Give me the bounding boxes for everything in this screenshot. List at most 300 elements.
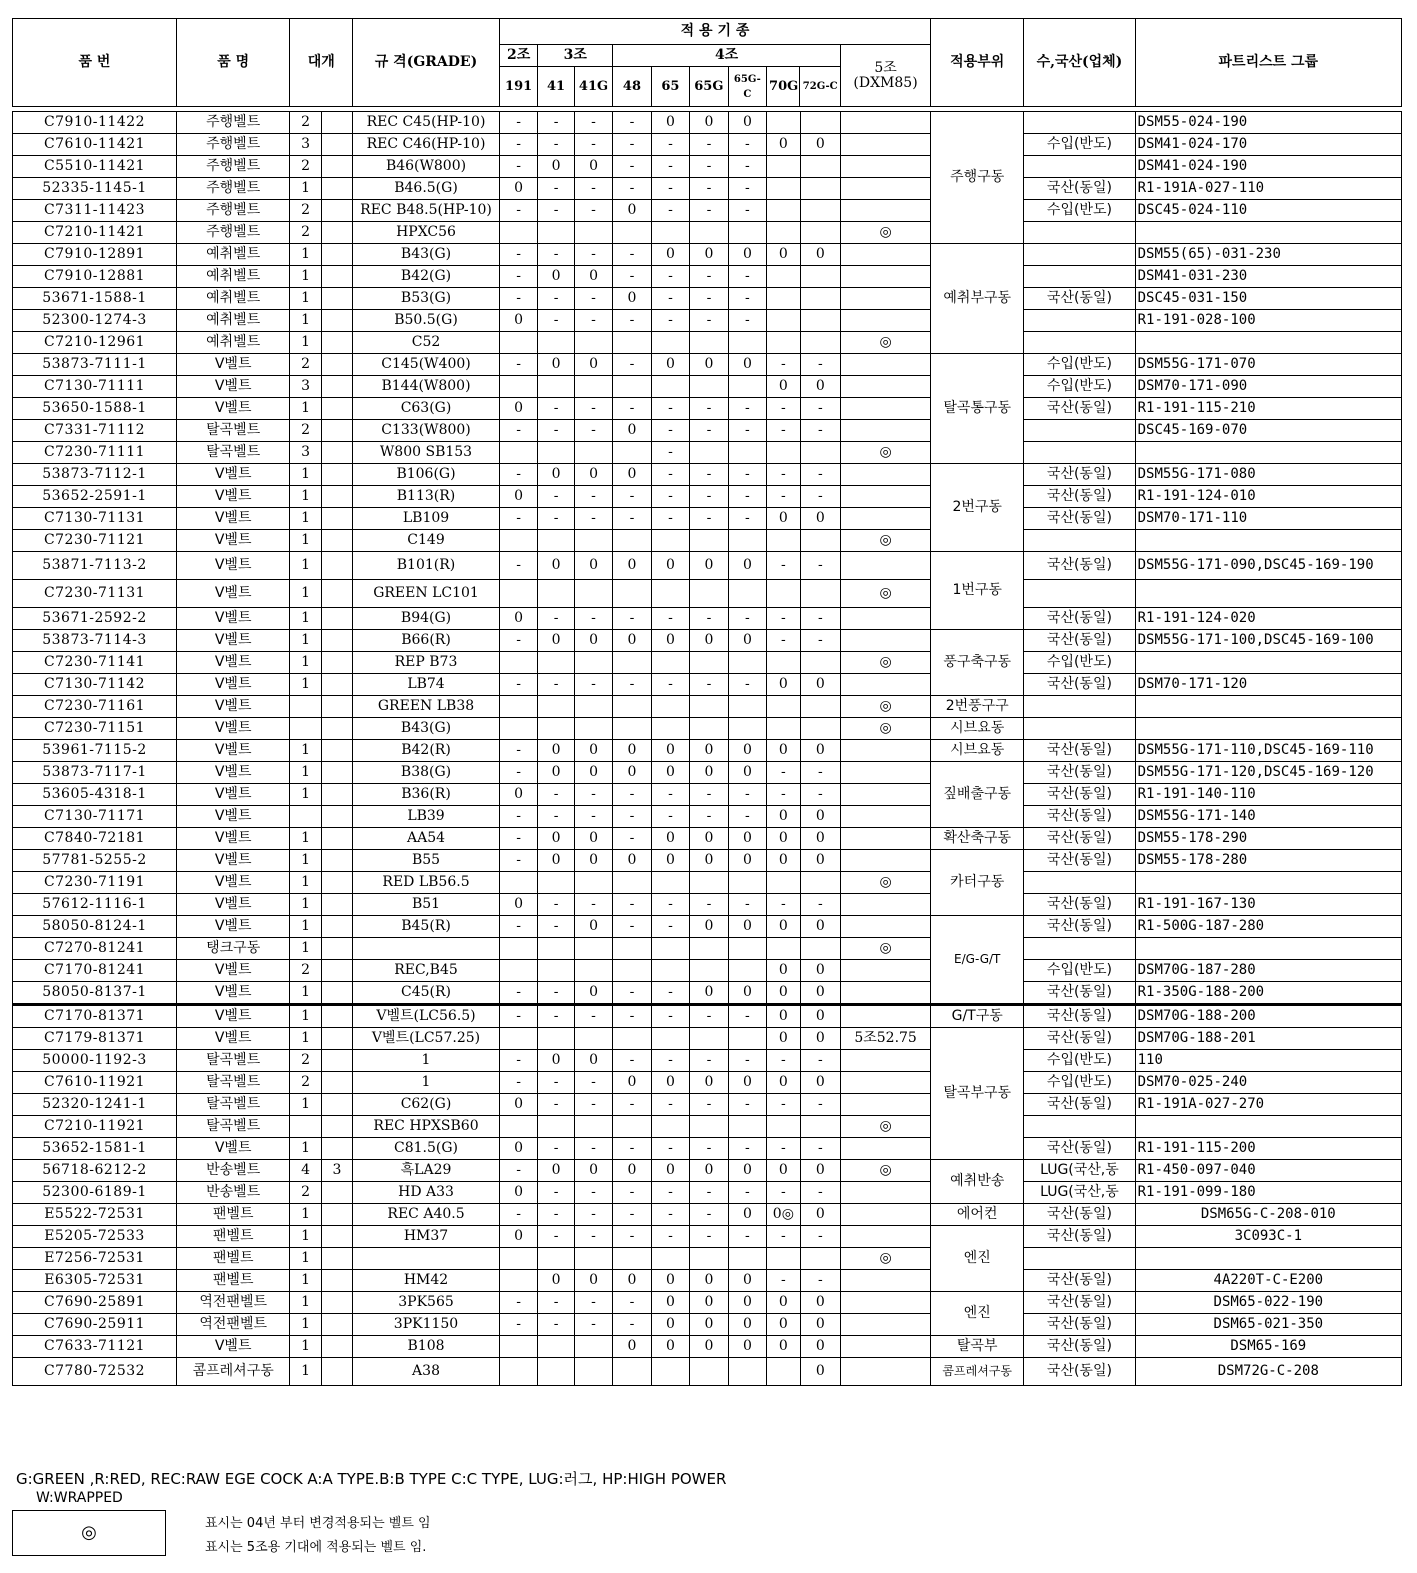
partlist-group: R1-191-124-010 <box>1135 486 1401 508</box>
quantity-alt <box>321 134 352 156</box>
dxm85-mark <box>841 266 931 288</box>
quantity: 2 <box>290 1072 321 1094</box>
table-row <box>13 1028 1402 1050</box>
supplier: 국산(동일) <box>1024 1314 1135 1336</box>
dxm85-mark: ◎ <box>841 938 931 960</box>
table-row <box>13 310 1402 332</box>
header-model: 72G-C <box>800 67 840 107</box>
supplier: 국산(동일) <box>1024 508 1135 530</box>
part-number: 56718-6212-2 <box>13 1160 177 1182</box>
model-apply-mark <box>728 938 766 960</box>
spec-grade: B42(R) <box>353 740 500 762</box>
supplier: 국산(동일) <box>1024 1358 1135 1386</box>
partlist-group: DSM55G-171-120,DSC45-169-120 <box>1135 762 1401 784</box>
model-apply-mark <box>499 718 537 740</box>
model-apply-mark: 0 <box>538 828 574 850</box>
model-apply-mark: - <box>613 1005 651 1028</box>
model-apply-mark: 0 <box>767 850 800 872</box>
quantity: 1 <box>290 580 321 608</box>
quantity <box>290 696 321 718</box>
part-number: 52300-6189-1 <box>13 1182 177 1204</box>
model-apply-mark: - <box>538 1292 574 1314</box>
header-part-no: 품 번 <box>13 19 177 107</box>
model-apply-mark: - <box>538 806 574 828</box>
part-number: C7610-11921 <box>13 1072 177 1094</box>
spec-grade: W800 SB153 <box>353 442 500 464</box>
quantity: 1 <box>290 674 321 696</box>
supplier <box>1024 718 1135 740</box>
model-apply-mark <box>613 442 651 464</box>
part-name: 탱크구동 <box>177 938 290 960</box>
model-apply-mark <box>613 530 651 552</box>
quantity-alt <box>321 244 352 266</box>
part-name: 탈곡벨트 <box>177 420 290 442</box>
model-apply-mark <box>690 938 728 960</box>
model-apply-mark: 0 <box>538 740 574 762</box>
part-name: 탈곡벨트 <box>177 1116 290 1138</box>
dxm85-mark: ◎ <box>841 1116 931 1138</box>
model-apply-mark: - <box>651 420 689 442</box>
partlist-group: DSM55-178-280 <box>1135 850 1401 872</box>
model-apply-mark <box>538 222 574 244</box>
quantity-alt <box>321 398 352 420</box>
spec-grade: REC,B45 <box>353 960 500 982</box>
table-row <box>13 1314 1402 1336</box>
model-apply-mark: 0 <box>613 1336 651 1358</box>
model-apply-mark: - <box>574 1204 612 1226</box>
model-apply-mark: 0 <box>651 762 689 784</box>
quantity-alt <box>321 608 352 630</box>
model-apply-mark <box>613 222 651 244</box>
dxm85-mark: ◎ <box>841 580 931 608</box>
table-row <box>13 718 1402 740</box>
model-apply-mark <box>651 718 689 740</box>
partlist-group: R1-191A-027-270 <box>1135 1094 1401 1116</box>
part-name: 주행벨트 <box>177 178 290 200</box>
model-apply-mark: 0 <box>613 464 651 486</box>
spec-grade: B45(R) <box>353 916 500 938</box>
quantity-alt <box>321 762 352 784</box>
model-apply-mark: 0 <box>767 1160 800 1182</box>
spec-grade: C63(G) <box>353 398 500 420</box>
model-apply-mark: - <box>538 486 574 508</box>
model-apply-mark: 0 <box>728 552 766 580</box>
model-apply-mark <box>574 718 612 740</box>
model-apply-mark: 0 <box>538 354 574 376</box>
model-apply-mark: - <box>800 894 840 916</box>
model-apply-mark <box>767 178 800 200</box>
model-apply-mark <box>728 376 766 398</box>
partlist-group <box>1135 1248 1401 1270</box>
model-apply-mark: - <box>538 288 574 310</box>
model-apply-mark: - <box>574 894 612 916</box>
model-apply-mark: 0 <box>690 740 728 762</box>
part-number: C7270-81241 <box>13 938 177 960</box>
model-apply-mark: - <box>613 982 651 1005</box>
part-number: 53871-7113-2 <box>13 552 177 580</box>
model-apply-mark <box>651 530 689 552</box>
dxm85-mark <box>841 630 931 652</box>
model-apply-mark <box>499 580 537 608</box>
quantity: 1 <box>290 464 321 486</box>
model-apply-mark: - <box>613 1314 651 1336</box>
dxm85-mark <box>841 1138 931 1160</box>
model-apply-mark <box>800 112 840 134</box>
model-apply-mark: 0 <box>613 1160 651 1182</box>
model-apply-mark: - <box>690 508 728 530</box>
model-apply-mark <box>767 222 800 244</box>
part-name: V벨트 <box>177 718 290 740</box>
model-apply-mark: - <box>613 134 651 156</box>
quantity: 1 <box>290 508 321 530</box>
model-apply-mark: 0 <box>538 762 574 784</box>
model-apply-mark: 0 <box>690 1072 728 1094</box>
table-row <box>13 1116 1402 1138</box>
quantity: 1 <box>290 1005 321 1028</box>
model-apply-mark: 0 <box>538 464 574 486</box>
dxm85-mark <box>841 134 931 156</box>
partlist-group: DSM55G-171-100,DSC45-169-100 <box>1135 630 1401 652</box>
part-name: 반송벨트 <box>177 1182 290 1204</box>
model-apply-mark <box>800 442 840 464</box>
model-apply-mark: 0 <box>800 508 840 530</box>
part-name: V벨트 <box>177 376 290 398</box>
table-row <box>13 1336 1402 1358</box>
model-apply-mark <box>538 442 574 464</box>
supplier: 수입(반도) <box>1024 376 1135 398</box>
quantity-alt <box>321 784 352 806</box>
dxm85-mark <box>841 1292 931 1314</box>
model-apply-mark: - <box>767 1094 800 1116</box>
supplier: 국산(동일) <box>1024 674 1135 696</box>
model-apply-mark: 0 <box>800 1005 840 1028</box>
model-apply-mark <box>728 530 766 552</box>
spec-grade: GREEN LB38 <box>353 696 500 718</box>
model-apply-mark: - <box>499 1050 537 1072</box>
part-number: C7610-11421 <box>13 134 177 156</box>
part-name: 팬벨트 <box>177 1226 290 1248</box>
partlist-group: DSM70-171-120 <box>1135 674 1401 696</box>
table-row <box>13 1204 1402 1226</box>
apply-location: 확산축구동 <box>931 828 1024 850</box>
dxm85-mark <box>841 508 931 530</box>
part-number: E7256-72531 <box>13 1248 177 1270</box>
model-apply-mark <box>613 652 651 674</box>
model-apply-mark: - <box>613 894 651 916</box>
header-apply-part: 적용부위 <box>931 19 1024 107</box>
quantity: 1 <box>290 1028 321 1050</box>
part-number: C7210-11421 <box>13 222 177 244</box>
model-apply-mark: 0 <box>800 134 840 156</box>
model-apply-mark <box>767 718 800 740</box>
dxm85-mark: ◎ <box>841 872 931 894</box>
quantity: 1 <box>290 608 321 630</box>
table-row <box>13 630 1402 652</box>
part-name: V벨트 <box>177 464 290 486</box>
table-row <box>13 850 1402 872</box>
partlist-group: DSC45-031-150 <box>1135 288 1401 310</box>
model-apply-mark: - <box>499 288 537 310</box>
partlist-group: DSM55G-171-080 <box>1135 464 1401 486</box>
apply-location: 풍구축구동 <box>931 630 1024 696</box>
model-apply-mark: 0 <box>651 354 689 376</box>
table-row <box>13 288 1402 310</box>
model-apply-mark <box>499 696 537 718</box>
table-row <box>13 872 1402 894</box>
quantity: 2 <box>290 420 321 442</box>
partlist-group <box>1135 530 1401 552</box>
partlist-group: DSC45-169-070 <box>1135 420 1401 442</box>
model-apply-mark: - <box>499 156 537 178</box>
model-apply-mark <box>690 872 728 894</box>
partlist-group: 110 <box>1135 1050 1401 1072</box>
model-apply-mark: 0◎ <box>767 1204 800 1226</box>
part-number: C7910-12891 <box>13 244 177 266</box>
model-apply-mark <box>800 288 840 310</box>
supplier: 국산(동일) <box>1024 630 1135 652</box>
part-number: 52300-1274-3 <box>13 310 177 332</box>
table-row <box>13 112 1402 134</box>
spec-grade: 1 <box>353 1050 500 1072</box>
quantity: 1 <box>290 244 321 266</box>
model-apply-mark: - <box>728 674 766 696</box>
model-apply-mark: - <box>538 1226 574 1248</box>
model-apply-mark <box>651 332 689 354</box>
supplier: 수입(반도) <box>1024 200 1135 222</box>
model-apply-mark <box>499 1116 537 1138</box>
spec-grade: B50.5(G) <box>353 310 500 332</box>
model-apply-mark: - <box>613 806 651 828</box>
quantity-alt <box>321 156 352 178</box>
model-apply-mark: 0 <box>728 828 766 850</box>
part-name: V벨트 <box>177 580 290 608</box>
spec-grade: REC C46(HP-10) <box>353 134 500 156</box>
model-apply-mark: 0 <box>538 552 574 580</box>
model-apply-mark: 0 <box>574 354 612 376</box>
partlist-group: R1-191-115-210 <box>1135 398 1401 420</box>
part-name: 예취벨트 <box>177 310 290 332</box>
quantity: 1 <box>290 1138 321 1160</box>
spec-grade: 3PK1150 <box>353 1314 500 1336</box>
quantity-alt <box>321 652 352 674</box>
model-apply-mark: - <box>613 354 651 376</box>
supplier: LUG(국산,동 <box>1024 1160 1135 1182</box>
model-apply-mark: - <box>574 200 612 222</box>
model-apply-mark: 0 <box>651 850 689 872</box>
model-apply-mark: 0 <box>767 982 800 1005</box>
supplier: 수입(반도) <box>1024 1050 1135 1072</box>
model-apply-mark: - <box>574 288 612 310</box>
model-apply-mark: - <box>651 982 689 1005</box>
part-name: V벨트 <box>177 530 290 552</box>
model-apply-mark <box>499 872 537 894</box>
model-apply-mark: - <box>728 156 766 178</box>
model-apply-mark <box>800 872 840 894</box>
part-name: V벨트 <box>177 552 290 580</box>
model-apply-mark <box>538 1248 574 1270</box>
quantity-alt <box>321 828 352 850</box>
model-apply-mark: - <box>499 630 537 652</box>
model-apply-mark <box>613 332 651 354</box>
model-apply-mark: 0 <box>800 1160 840 1182</box>
model-apply-mark: - <box>728 1182 766 1204</box>
model-apply-mark: - <box>651 398 689 420</box>
model-apply-mark: - <box>728 1005 766 1028</box>
model-apply-mark: - <box>651 486 689 508</box>
header-supplier: 수,국산(업체) <box>1024 19 1135 107</box>
supplier: 수입(반도) <box>1024 134 1135 156</box>
part-number: C7230-71141 <box>13 652 177 674</box>
spec-grade: LB109 <box>353 508 500 530</box>
model-apply-mark: - <box>613 784 651 806</box>
model-apply-mark: 0 <box>538 850 574 872</box>
quantity-alt <box>321 718 352 740</box>
spec-grade: B144(W800) <box>353 376 500 398</box>
model-apply-mark: - <box>690 1050 728 1072</box>
model-apply-mark <box>767 938 800 960</box>
model-apply-mark <box>728 332 766 354</box>
header-model: 48 <box>613 67 651 107</box>
model-apply-mark <box>767 266 800 288</box>
model-apply-mark: - <box>651 674 689 696</box>
supplier: 국산(동일) <box>1024 850 1135 872</box>
model-apply-mark <box>767 872 800 894</box>
model-apply-mark: 0 <box>499 398 537 420</box>
model-apply-mark: - <box>651 1204 689 1226</box>
model-apply-mark <box>800 266 840 288</box>
model-apply-mark: 0 <box>728 354 766 376</box>
model-apply-mark: - <box>574 508 612 530</box>
dxm85-mark: ◎ <box>841 1160 931 1182</box>
part-number: 58050-8124-1 <box>13 916 177 938</box>
legend-note-1: 표시는 04년 부터 변경적용되는 벨트 임 <box>205 1516 431 1531</box>
part-name: 역전팬벨트 <box>177 1314 290 1336</box>
model-apply-mark: - <box>613 1094 651 1116</box>
part-number: C7210-11921 <box>13 1116 177 1138</box>
model-apply-mark <box>574 376 612 398</box>
model-apply-mark: - <box>574 398 612 420</box>
table-row <box>13 1292 1402 1314</box>
dxm85-mark <box>841 762 931 784</box>
model-apply-mark: - <box>800 420 840 442</box>
dxm85-mark <box>841 178 931 200</box>
model-apply-mark: - <box>499 464 537 486</box>
model-apply-mark: - <box>499 266 537 288</box>
dxm85-mark <box>841 1005 931 1028</box>
spec-grade: V벨트(LC57.25) <box>353 1028 500 1050</box>
header-model: 65G <box>690 67 728 107</box>
partlist-group: R1-191-124-020 <box>1135 608 1401 630</box>
model-apply-mark: 0 <box>800 1314 840 1336</box>
model-apply-mark: - <box>613 310 651 332</box>
quantity-alt <box>321 674 352 696</box>
model-apply-mark <box>767 530 800 552</box>
supplier: 국산(동일) <box>1024 740 1135 762</box>
dxm85-mark <box>841 1072 931 1094</box>
part-name: V벨트 <box>177 1336 290 1358</box>
model-apply-mark: - <box>651 1005 689 1028</box>
dxm85-mark <box>841 608 931 630</box>
apply-location: 2번구동 <box>931 464 1024 552</box>
supplier: 국산(동일) <box>1024 784 1135 806</box>
model-apply-mark: - <box>538 894 574 916</box>
quantity: 1 <box>290 486 321 508</box>
model-apply-mark: 0 <box>728 112 766 134</box>
model-apply-mark <box>651 872 689 894</box>
model-apply-mark: - <box>690 1182 728 1204</box>
model-apply-mark: - <box>574 310 612 332</box>
dxm85-mark <box>841 310 931 332</box>
model-apply-mark: - <box>800 784 840 806</box>
model-apply-mark <box>613 938 651 960</box>
model-apply-mark: - <box>651 894 689 916</box>
model-apply-mark: 0 <box>767 1292 800 1314</box>
part-name: V벨트 <box>177 740 290 762</box>
model-apply-mark: 0 <box>728 630 766 652</box>
quantity-alt <box>321 894 352 916</box>
model-apply-mark <box>767 112 800 134</box>
header-apply-model: 적 용 기 종 <box>499 19 930 45</box>
table-row <box>13 332 1402 354</box>
model-apply-mark: 0 <box>800 982 840 1005</box>
model-apply-mark: - <box>499 1072 537 1094</box>
part-name: 주행벨트 <box>177 134 290 156</box>
table-row <box>13 552 1402 580</box>
model-apply-mark: - <box>538 1094 574 1116</box>
model-apply-mark: 0 <box>574 982 612 1005</box>
part-name: V벨트 <box>177 1005 290 1028</box>
table-row <box>13 1050 1402 1072</box>
spec-grade: C149 <box>353 530 500 552</box>
part-number: C7130-71142 <box>13 674 177 696</box>
model-apply-mark: - <box>800 1182 840 1204</box>
spec-grade: B53(G) <box>353 288 500 310</box>
model-apply-mark <box>651 960 689 982</box>
model-apply-mark <box>690 580 728 608</box>
supplier <box>1024 244 1135 266</box>
table-row <box>13 1358 1402 1386</box>
model-apply-mark: - <box>767 1182 800 1204</box>
model-apply-mark: - <box>690 266 728 288</box>
model-apply-mark <box>538 332 574 354</box>
model-apply-mark <box>538 718 574 740</box>
part-number: C7780-72532 <box>13 1358 177 1386</box>
model-apply-mark <box>800 200 840 222</box>
model-apply-mark <box>499 1358 537 1386</box>
model-apply-mark: - <box>651 156 689 178</box>
model-apply-mark: 0 <box>800 1336 840 1358</box>
supplier: 국산(동일) <box>1024 916 1135 938</box>
model-apply-mark <box>651 1116 689 1138</box>
part-number: C7130-71131 <box>13 508 177 530</box>
dxm85-mark: ◎ <box>841 442 931 464</box>
model-apply-mark: - <box>728 894 766 916</box>
model-apply-mark <box>651 1028 689 1050</box>
partlist-group: DSM70G-188-201 <box>1135 1028 1401 1050</box>
quantity: 3 <box>290 134 321 156</box>
quantity-alt <box>321 1204 352 1226</box>
model-apply-mark <box>728 1358 766 1386</box>
model-apply-mark <box>613 960 651 982</box>
supplier: 수입(반도) <box>1024 652 1135 674</box>
part-name: 예취벨트 <box>177 244 290 266</box>
model-apply-mark: 0 <box>800 1358 840 1386</box>
model-apply-mark: - <box>499 420 537 442</box>
dxm85-mark <box>841 1358 931 1386</box>
spec-grade: B42(G) <box>353 266 500 288</box>
model-apply-mark: - <box>613 1182 651 1204</box>
part-name: 반송벨트 <box>177 1160 290 1182</box>
